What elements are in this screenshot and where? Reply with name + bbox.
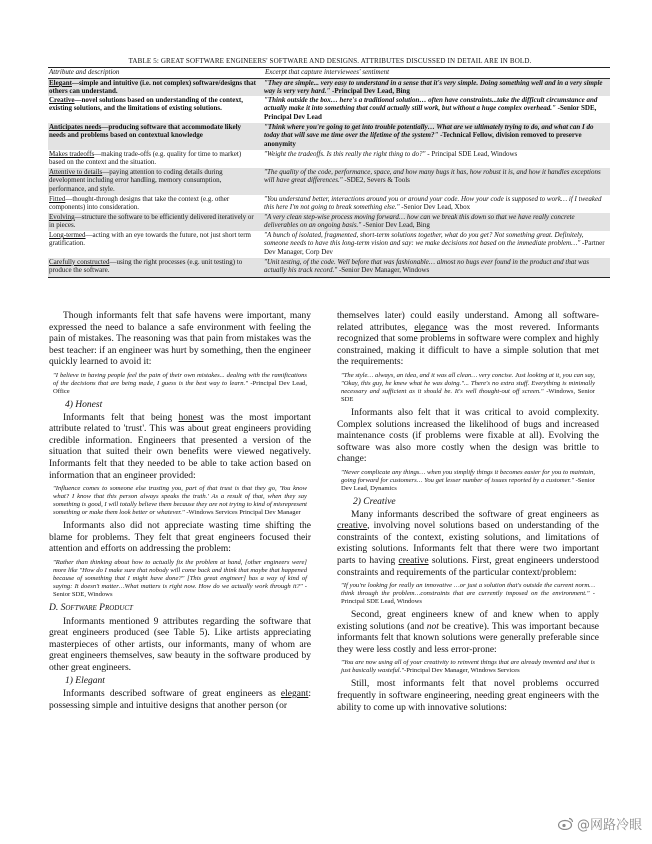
attr-name: Long-termed	[49, 231, 86, 239]
block-quote	[53, 485, 307, 517]
attr-desc: —producing software that accommodate likely needs and problems based on contextual knowledge	[49, 123, 242, 140]
attr-name: Attentive to details	[49, 168, 103, 176]
quote-attribution: -Windows, Senior SDE	[341, 387, 595, 403]
attr-cell	[48, 258, 258, 277]
attr-cell	[48, 79, 258, 96]
attr-name: Carefully constructed	[49, 258, 110, 266]
paragraph: Still, most informants felt that novel problems occurred frequently in software engineering, needing great engineers with the ability to come up with innovative solutions:	[337, 679, 599, 713]
right-column	[337, 311, 599, 833]
excerpt-cell	[258, 213, 610, 231]
text-run: , involving novel solutions based on understanding of the constraints of the context, existing solutions, and limitations of existing solutions. Informants felt that there were two important parts to having	[337, 521, 599, 566]
text-run: Informants described software of great engineers as	[63, 689, 281, 700]
excerpt-cell	[258, 195, 610, 213]
attr-desc: —acting with an eye towards the future, not just short term gratification.	[49, 231, 251, 248]
table-row	[48, 258, 610, 277]
excerpt-attr: -Senior Dev Lead, Bing	[361, 221, 430, 230]
table-row	[48, 231, 610, 258]
excerpt-quote: "A very clean step-wise process moving forward… how can we break this down so that we have really concrete deliverables on an ongoing basis."	[264, 213, 575, 230]
table-header	[48, 68, 610, 79]
attr-desc: —paying attention to coding details during development including error handling, memory consumption, performance, and style.	[49, 168, 223, 193]
paragraph	[337, 610, 599, 656]
text-run: was the most revered. Informants recognized that some problems in software were complex and highly constrained, making it difficult to have a simple solution that met the requirements:	[337, 322, 599, 368]
header-attribute: Attribute and description	[49, 68, 120, 76]
watermark	[558, 814, 642, 833]
table-row	[48, 79, 610, 96]
table-row	[48, 168, 610, 195]
header-excerpt: Excerpt that capture interviewees' sentiment	[265, 68, 390, 76]
block-quote	[341, 582, 595, 606]
excerpt-quote: "Weight the tradeoffs. Is this really the right thing to do?"	[264, 150, 426, 158]
subsection-heading-creative: 2) Creative	[353, 496, 396, 507]
keyword-elegant: elegant	[280, 689, 309, 700]
excerpt-attr: - Principal SDE Lead, Windows	[425, 150, 518, 158]
attr-desc: —thought-through designs that take the context (e.g. other components) into consideration.	[49, 195, 230, 212]
excerpt-cell	[258, 123, 610, 150]
paragraph	[49, 413, 311, 483]
subsection-heading-elegant: 1) Elegant	[65, 676, 105, 687]
excerpt-attr: -Senior Dev Lead, Xbox	[399, 203, 471, 212]
attr-desc: —simple and intuitive (i.e. not complex) software/designs that others can understand.	[49, 79, 256, 96]
attr-name: Fitted	[49, 195, 66, 203]
left-column	[49, 311, 311, 833]
attr-cell	[48, 150, 258, 168]
attr-name: Creative	[49, 96, 75, 104]
table-row	[48, 213, 610, 231]
attr-cell	[48, 231, 258, 258]
text-run: themselves later) could easily understand. Among all software-related attributes,	[337, 311, 599, 333]
quote-attribution: -Senior Dev Lead, Dynamics	[341, 476, 596, 492]
excerpt-attr: -Senior SDE, Principal Dev Lead	[264, 104, 597, 121]
attr-desc: —structure the software to be efficiently delivered iteratively or in pieces.	[49, 213, 254, 230]
watermark-text: @网路冷眼	[576, 818, 642, 833]
excerpt-quote: "Think where you're going to get into trouble potentially… What are we ultimately trying to do, and what can I do today that will save me time over the lifetime of the system?"	[264, 123, 594, 140]
quote-text: "Never complicate any things… when you simplify things it becomes easier for you to maintain, going forward for customers… You get lesser number of issues reported by a customer."	[341, 468, 595, 484]
attr-desc: —novel solutions based on understanding of the context, existing solutions, and the limitations of existing solutions.	[49, 96, 243, 113]
excerpt-quote: "A bunch of isolated, fragmented, short-term solutions together, what do you get? Not something great. Definitely, someone needs to have this long-term vision and say: we make decisions not based on the immediate problem…"	[264, 231, 584, 248]
quote-text: "Influence comes to someone else trusting you, part of that trust is that they go, 'You know what? I know that this person always speaks the truth.' As a result of that, when they say something is good, I will totally believe them because they are not trying to kind of misrepresent something or make them look better or whatever."	[53, 485, 307, 517]
excerpt-quote: "Think outside the box… here's a traditional solution… often have constraints...take the difficult circumstance and actually make it into something that could actually still work, but without a huge complex overhead."	[264, 96, 598, 113]
emphasis-not: not	[426, 621, 439, 632]
section-letter: D.	[49, 602, 61, 613]
excerpt-quote: "They are simple... very easy to understand in a sense that it's very simple. Doing something well and in a very simple way is very very hard."	[264, 79, 603, 96]
attr-cell	[48, 123, 258, 150]
excerpt-quote: "Unit testing, of the code. Well before that was fashionable… almost no bugs ever found in the product and that was actually his track record."	[264, 258, 589, 275]
weibo-logo-icon	[558, 817, 574, 830]
excerpt-attr: -Partner Dev Manager, Corp Dev	[264, 239, 605, 256]
paragraph: Informants also did not appreciate wasting time shifting the blame for problems. They felt that great engineers focused their attention and efforts on addressing the problem:	[49, 521, 311, 555]
block-quote	[53, 559, 307, 599]
quote-text: "I believe in having people feel the pain of their own mistakes... dealing with the ramifications of the decisions that are being made, I guess is the best way to learn."	[53, 371, 307, 387]
block-quote	[341, 372, 595, 404]
table-row	[48, 150, 610, 168]
attr-name: Elegant	[49, 79, 72, 87]
quote-attribution: -Principal Dev Manager, Windows Services	[404, 667, 520, 675]
paragraph	[337, 510, 599, 580]
excerpt-quote: "The quality of the code, performance, space, and how many bugs it has, how robust it is, and how it handles exceptions will have great differences."	[264, 168, 601, 185]
excerpt-cell	[258, 231, 610, 258]
excerpt-cell	[258, 258, 610, 277]
attr-desc: —using the right processes (e.g. unit testing) to produce the software.	[49, 258, 243, 275]
excerpt-attr: -Technical Fellow, division removed to preserve anonymity	[264, 131, 582, 148]
excerpt-attr: -Principal Dev Lead, Bing	[330, 87, 410, 96]
text-run: Many informants described the software of great engineers as	[351, 509, 599, 520]
excerpt-quote: "You understand better, interactions around you or around your code. How your code is supposed to work… if I tweaked this here I'm not going to break something else."	[264, 195, 602, 212]
keyword-honest: honest	[178, 412, 204, 423]
text-run: solutions. First, great engineers understood constraints and requirements of the particular context/problem:	[337, 555, 599, 578]
quote-text: "Rather than thinking about how to actually fix the problem at hand, [other engineers were] more like "How do I make sure that nobody will come back and think that maybe that happened because of something that I might have done?" [This great engineer] has a way of kind of saying: It doesn't matter…What matters is right now. How do we actually work through it?"	[53, 558, 307, 590]
excerpt-attr: -Senior Dev Manager, Windows	[337, 266, 430, 275]
quote-attribution: -Principal Dev Lead, Office	[53, 379, 307, 395]
attr-cell	[48, 168, 258, 195]
paragraph	[337, 311, 599, 369]
table-caption: TABLE 5: GREAT SOFTWARE ENGINEERS' SOFTWARE AND DESIGNS. ATTRIBUTES DISCUSSED IN DETAIL ARE IN BOLD.	[128, 57, 532, 65]
attr-name: Anticipates needs	[49, 123, 102, 131]
quote-text: "The style… always, an idea, and it was all clean… very concise. Just looking at it, you can say, "Okay, this guy, he knew what he was doing."... There's no extra stuff. Everything is minimally necessary and sufficient as it should be. It's well thought-out off screen."	[341, 371, 595, 395]
attr-cell	[48, 195, 258, 213]
text-run: Informants felt that being	[63, 412, 179, 423]
text-run: was the most important attribute related to 'trust'. This was about great engineers providing credible information. Engineers that presented a version of the situation that suited their own benefits were viewed negatively. Informants felt that they needed to be able to take action based on information that an engineer provided:	[49, 412, 311, 481]
block-quote	[53, 372, 307, 396]
text-run: be creative). This was important because informants felt that known solutions were generally preferable since they were less costly and less error-prone:	[337, 621, 599, 655]
attr-cell	[48, 213, 258, 231]
quote-text: "If you're looking for really an innovative …or just a solution that's outside the current norm… think through the problem…constraints that are currently imposed on the environment."	[341, 582, 595, 598]
text-run: Second, great engineers knew of and knew when to apply existing solutions (and	[337, 610, 599, 632]
excerpt-cell	[258, 96, 610, 123]
keyword-elegance: elegance	[414, 322, 448, 333]
excerpt-cell	[258, 168, 610, 195]
keyword-creative: creative	[337, 521, 368, 532]
paragraph: Informants mentioned 9 attributes regarding the software that great engineers produced (see Table 5). Like artists appreciating masterpieces of other artists, our informants, many of whom are great engineers themselves, saw beauty in the software produced by other great engineers.	[49, 616, 311, 673]
attr-name: Evolving	[49, 213, 75, 221]
attributes-table	[48, 67, 610, 278]
quote-attribution: -Senior SDE, Windows	[53, 582, 307, 598]
table-row	[48, 96, 610, 123]
table-row	[48, 195, 610, 213]
attr-name: Makes tradeoffs	[49, 150, 95, 158]
excerpt-attr: -SDE2, Severs & Tools	[342, 176, 410, 185]
subsection-heading-honest: 4) Honest	[65, 399, 103, 410]
quote-attribution: -Principal SDE Lead, Windows	[341, 590, 595, 606]
section-heading-software-product	[49, 603, 311, 615]
block-quote	[341, 659, 595, 675]
table-row	[48, 123, 610, 150]
attr-desc: —making trade-offs (e.g. quality for time to market) based on the context and the situation.	[49, 150, 242, 167]
paragraph: Though informants felt that safe havens were important, many expressed the need to balance a safe environment with feeling the pain of mistakes. The reasoning was that pain from mistakes was the best teacher: if an engineer was hurt by something, then the engineer quickly learned to avoid it:	[49, 311, 311, 368]
block-quote	[341, 469, 595, 493]
attr-cell	[48, 96, 258, 123]
text-run: : possessing simple and intuitive designs that another person (or	[49, 689, 311, 711]
excerpt-cell	[258, 79, 610, 96]
keyword-creative: creative	[398, 555, 429, 566]
excerpt-cell	[258, 150, 610, 168]
quote-attribution: -Windows Services Principal Dev Manager	[184, 509, 301, 517]
quote-text: "You are now using all of your creativity to reinvent things that are already invented and that is just basically wasteful."	[341, 659, 595, 675]
section-title: Software Product	[60, 602, 133, 613]
paragraph: Informants also felt that it was critical to avoid complexity. Complex solutions increased the likelihood of bugs and increased maintenance costs (if problems were fixable at all). Evolving the software was also more costly when the design was brittle to change:	[337, 407, 599, 465]
paragraph	[49, 689, 311, 712]
